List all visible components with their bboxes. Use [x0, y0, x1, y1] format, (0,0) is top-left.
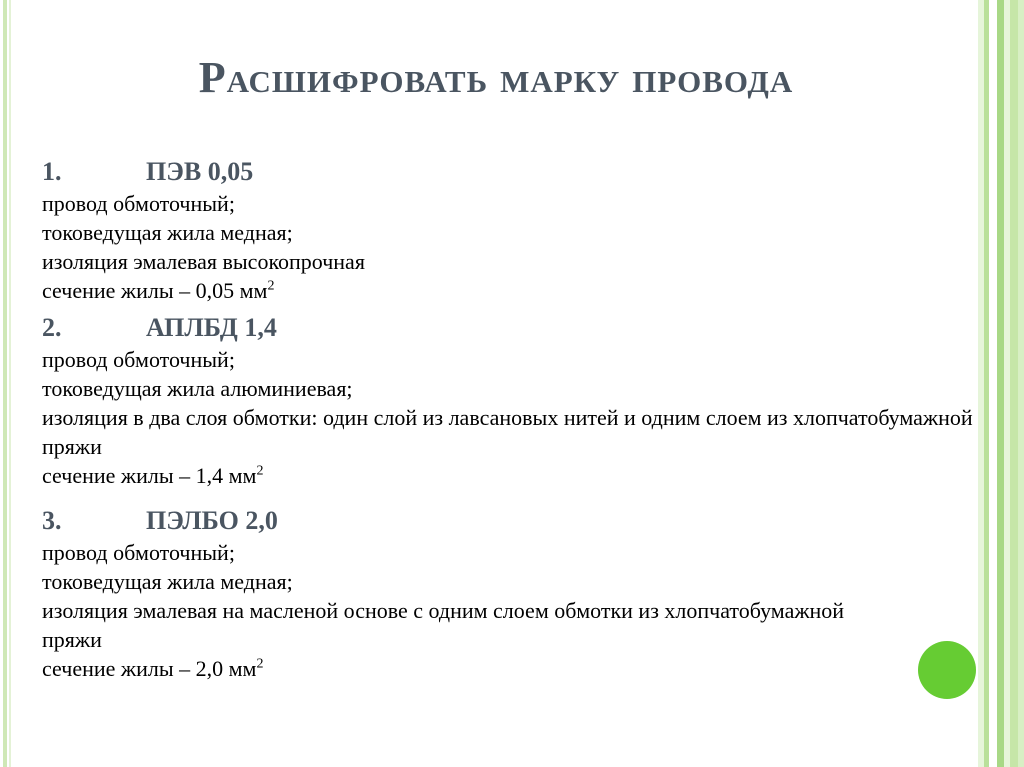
- item-line: изоляция в два слоя обмотки: один слой из лавсановых нитей и одним слоем из хлопчатобумажной пряжи: [42, 405, 973, 459]
- wire-list: [42, 155, 987, 683]
- section-text: сечение жилы – 2,0 мм: [42, 656, 257, 681]
- item-code: ПЭЛБО 2,0: [146, 506, 278, 535]
- item-line: изоляция эмалевая на масленой основе с одним слоем обмотки из хлопчатобумажной пряжи: [42, 598, 845, 652]
- item-number: 1.: [42, 157, 62, 186]
- right-stripe: [997, 0, 1004, 767]
- item-heading: [42, 311, 987, 345]
- section-text: сечение жилы – 1,4 мм: [42, 463, 257, 488]
- left-decorative-stripe: [3, 0, 7, 767]
- item-code: АПЛБД 1,4: [146, 313, 277, 342]
- item-line: токоведущая жила медная;: [42, 569, 293, 594]
- slide-content: [14, 0, 978, 767]
- left-decorative-stripe-thin: [9, 0, 11, 767]
- item-heading: [42, 504, 987, 538]
- item-line: токоведущая жила алюминиевая;: [42, 376, 353, 401]
- item-line: провод обмоточный;: [42, 540, 235, 565]
- item-heading: [42, 155, 987, 189]
- section-text: сечение жилы – 0,05 мм: [42, 278, 268, 303]
- item-code: ПЭВ 0,05: [146, 157, 254, 186]
- section-superscript: 2: [256, 656, 264, 672]
- item-section-line: [42, 461, 987, 490]
- item-section-line: [42, 654, 987, 683]
- right-stripe: [989, 0, 997, 767]
- item-line: провод обмоточный;: [42, 347, 235, 372]
- section-superscript: 2: [256, 463, 264, 479]
- item-line: провод обмоточный;: [42, 191, 235, 216]
- green-circle-decoration: [918, 641, 976, 699]
- item-section-line: [42, 276, 987, 305]
- right-stripe: [1018, 0, 1024, 767]
- right-stripe: [1010, 0, 1018, 767]
- item-line: изоляция эмалевая высокопрочная: [42, 249, 365, 274]
- item-number: 3.: [42, 506, 62, 535]
- slide-title: Расшифровать марку провода: [198, 53, 794, 102]
- item-line: токоведущая жила медная;: [42, 220, 293, 245]
- item-number: 2.: [42, 313, 62, 342]
- section-superscript: 2: [267, 278, 275, 294]
